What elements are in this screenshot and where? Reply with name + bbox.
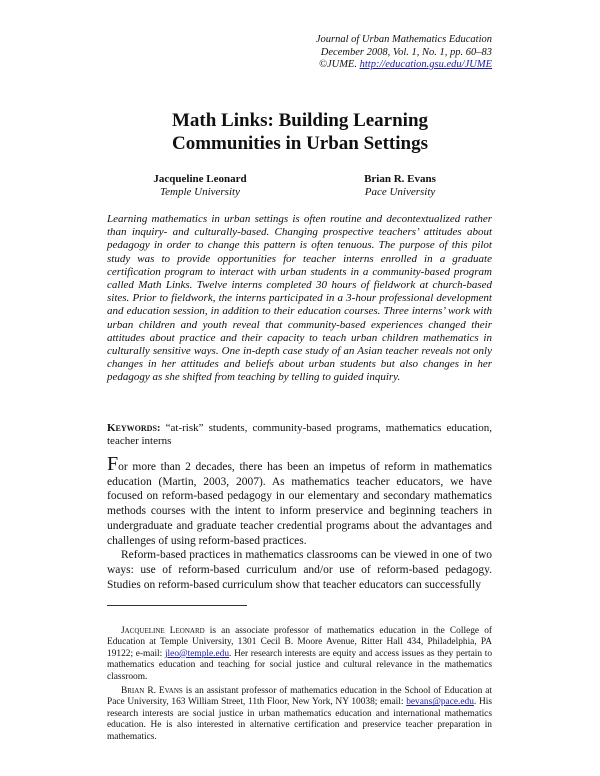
footnote-text: is an associate professor of mathematics education in the College of Education at Temple University, 1301 Cecil B. Moore Avenue, Ritter Hall 434, Philadelphia, PA 19122; e-mail: <box>107 626 493 659</box>
footnote-text: is an assistant professor of mathematics education in the School of Education at Pace University, 163 William Street, 11th Floor, New York, NY 10038; email: <box>107 686 492 708</box>
title-line-2: Communities in Urban Settings <box>172 133 428 154</box>
footnote-text: . Her research interests are equity and access issues as they pertain to mathematics education and teaching for social justice and cultural relevance in the mathematics classroom. <box>107 648 493 682</box>
abstract: Learning mathematics in urban settings is often routine and decontextualized rather than inquiry- and culturally-based. Changing prospective teachers’ attitudes about pedagogy in order to change this pattern is often tenuous. The purpose of this pilot study was to provide opportunities for teacher interns enrolled in a graduate certification program to interact with urban students in a community-based program called Math Links. Twelve interns completed 30 hours of fieldwork at church-based sites. Prior to fieldwork, the interns participated in a 3-hour professional development and education session, in addition to their education courses. Three interns’ work with urban children and youth reveal that community-based experiences changed their attitudes about practice and their capacity to teach urban children mathematics in culturally sensitive ways. One in-depth case study of an Asian teacher reveals not only changes in her attitudes and beliefs about urban students but also changes in her pedagogy as she shifted from teaching by telling to guided inquiry. <box>107 213 492 384</box>
copyright-prefix: ©JUME. <box>318 59 360 70</box>
body-paragraph-1 <box>107 453 492 548</box>
email-link[interactable]: bevans@pace.edu <box>406 697 474 708</box>
author-name: Brian R. Evans <box>364 173 436 185</box>
title-line-1: Math Links: Building Learning <box>171 110 429 131</box>
body-paragraph-2: Reform-based practices in mathematics classrooms can be viewed in one of two ways: use of reform-based curriculum and/or use of reform-based pedagogy. Studies on reform-based curriculum show that teacher educators can successfully <box>107 549 492 591</box>
footnote-author-name: Jacqueline Leonard <box>121 626 205 636</box>
drop-cap: F <box>107 453 119 475</box>
keywords-label: Keywords: <box>107 422 161 434</box>
body-paragraph-1-text: or more than 2 decades, there has been an impetus of reform in mathematics education (Martin, 2003, 2007). As mathematics teacher educators, we have focused on reform-based pedagogy in our elementary and secondary mathematics methods courses with the intent to inform preservice and beginning teachers in undergraduate and graduate teacher credential programs about the advantages and challenges of using reform-based practices. <box>107 461 492 547</box>
author-block-2 <box>300 173 500 199</box>
author-block-1 <box>100 173 300 199</box>
author-footnote-1 <box>107 626 492 683</box>
keywords <box>107 422 492 448</box>
journal-issue: December 2008, Vol. 1, No. 1, pp. 60–83 <box>320 46 492 58</box>
author-name: Jacqueline Leonard <box>153 173 247 185</box>
footnote-divider <box>107 605 247 606</box>
journal-header <box>316 34 492 72</box>
author-affiliation: Pace University <box>364 186 436 198</box>
journal-url-link[interactable]: http://education.gsu.edu/JUME <box>359 59 492 70</box>
paper-title <box>0 109 600 155</box>
journal-name: Journal of Urban Mathematics Education <box>315 34 492 45</box>
keywords-text: “at-risk” students, community-based programs, mathematics education, teacher interns <box>107 422 492 448</box>
body-text <box>107 453 492 592</box>
footnote-author-name: Brian R. Evans <box>121 686 183 696</box>
footnote-text: . His research interests are social justice in urban mathematics education and international mathematics education. He is also interested in alternative certification and preservice teacher preparation in mathematics. <box>107 697 492 742</box>
author-footnote-2 <box>107 686 492 743</box>
email-link[interactable]: jleo@temple.edu <box>164 648 230 659</box>
journal-copyright <box>316 59 492 72</box>
author-affiliation: Temple University <box>160 186 240 198</box>
